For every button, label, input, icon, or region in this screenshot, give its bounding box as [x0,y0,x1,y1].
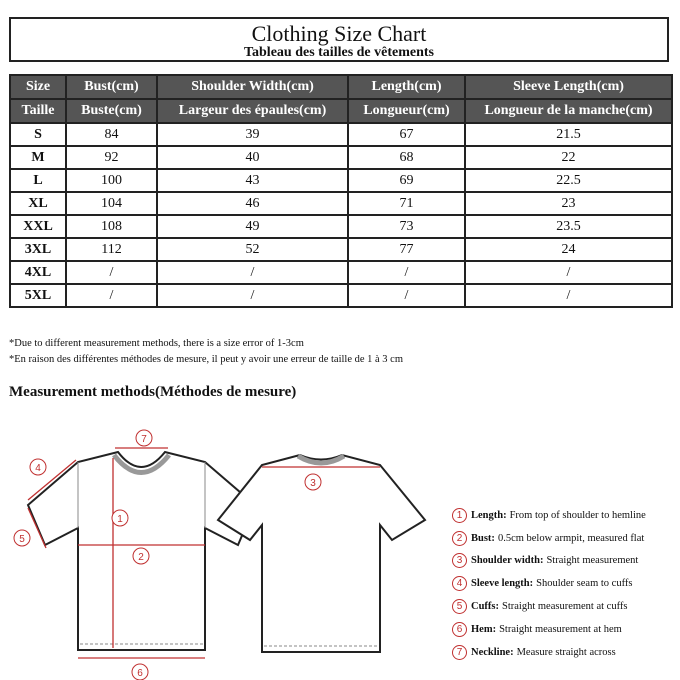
table-cell: 46 [157,192,348,215]
table-cell: S [10,123,66,146]
table-cell: 22.5 [465,169,672,192]
header-cell: Buste(cm) [66,99,157,123]
table-cell: 49 [157,215,348,238]
legend-label: Length: [471,509,507,521]
table-cell: 68 [348,146,465,169]
header-row-en [10,75,672,99]
marker-7: 7 [141,434,147,445]
table-cell: / [157,261,348,284]
table-row [10,238,672,261]
table-cell: 23.5 [465,215,672,238]
title-box [9,17,669,62]
header-cell: Longueur(cm) [348,99,465,123]
size-table [9,74,673,308]
table-row [10,146,672,169]
table-cell: 73 [348,215,465,238]
marker-3: 3 [310,478,316,489]
table-cell: M [10,146,66,169]
marker-4: 4 [35,463,41,474]
table-cell: / [465,261,672,284]
legend-label: Sleeve length: [471,578,534,590]
marker-6: 6 [137,668,143,679]
chart-title: Clothing Size Chart [251,21,427,46]
header-cell: Longueur de la manche(cm) [465,99,672,123]
table-cell: / [348,284,465,307]
table-row [10,192,672,215]
legend-label: Hem: [471,623,497,635]
legend-label: Shoulder width: [471,555,544,567]
table-cell: / [66,261,157,284]
legend-number: 3 [452,553,467,568]
table-cell: / [157,284,348,307]
legend-number: 4 [452,576,467,591]
legend-label: Cuffs: [471,601,499,613]
back-shirt [218,455,425,652]
table-cell: 84 [66,123,157,146]
legend-text: Straight measurement [546,555,639,567]
legend-item-bust [452,527,677,550]
legend-number: 7 [452,645,467,660]
legend-number: 5 [452,599,467,614]
note-en: *Due to different measurement methods, there is a size error of 1-3cm [9,338,304,349]
table-cell: / [465,284,672,307]
table-cell: 24 [465,238,672,261]
marker-1: 1 [117,514,123,525]
table-cell: 23 [465,192,672,215]
table-cell: 22 [465,146,672,169]
legend-text: Measure straight across [516,646,616,658]
legend-text: Straight measurement at cuffs [502,601,628,613]
legend-text: Straight measurement at hem [499,623,622,635]
header-row-fr [10,99,672,123]
marker-2: 2 [138,552,144,563]
table-cell: 104 [66,192,157,215]
table-cell: 108 [66,215,157,238]
table-cell: 43 [157,169,348,192]
table-cell: 4XL [10,261,66,284]
header-cell: Taille [10,99,66,123]
table-cell: 100 [66,169,157,192]
table-cell: 112 [66,238,157,261]
table-row [10,284,672,307]
table-cell: 92 [66,146,157,169]
legend-text: From top of shoulder to hemline [509,509,646,521]
shirt-diagram [0,420,450,680]
note-fr: *En raison des différentes méthodes de mesure, il peut y avoir une erreur de taille de 1 à 3 cm [9,354,404,365]
table-cell: / [348,261,465,284]
legend-item-length [452,504,677,527]
methods-title: Measurement methods(Méthodes de mesure) [9,384,297,400]
header-cell: Length(cm) [348,75,465,99]
legend-text: Shoulder seam to cuffs [536,578,633,590]
header-cell: Bust(cm) [66,75,157,99]
header-cell: Shoulder Width(cm) [157,75,348,99]
table-cell: / [66,284,157,307]
table-cell: 40 [157,146,348,169]
table-cell: 21.5 [465,123,672,146]
legend-item-sleeve [452,572,677,595]
header-cell: Sleeve Length(cm) [465,75,672,99]
table-cell: 71 [348,192,465,215]
chart-subtitle: Tableau des tailles de vêtements [243,45,435,60]
table-row [10,123,672,146]
table-cell: 67 [348,123,465,146]
legend-number: 1 [452,508,467,523]
table-cell: 77 [348,238,465,261]
table-row [10,215,672,238]
table-cell: L [10,169,66,192]
legend-item-shoulder [452,550,677,573]
table-cell: 69 [348,169,465,192]
legend-number: 2 [452,531,467,546]
header-cell: Size [10,75,66,99]
table-cell: XL [10,192,66,215]
legend-item-cuffs [452,595,677,618]
legend-text: 0.5cm below armpit, measured flat [497,532,645,544]
legend-item-neckline [452,641,677,664]
measurement-legend [452,504,677,664]
table-row [10,169,672,192]
legend-label: Bust: [471,532,495,544]
table-cell: 3XL [10,238,66,261]
marker-5: 5 [19,534,25,545]
legend-label: Neckline: [471,646,514,658]
table-cell: XXL [10,215,66,238]
table-cell: 39 [157,123,348,146]
header-cell: Largeur des épaules(cm) [157,99,348,123]
table-row [10,261,672,284]
table-cell: 5XL [10,284,66,307]
legend-item-hem [452,618,677,641]
table-cell: 52 [157,238,348,261]
legend-number: 6 [452,622,467,637]
